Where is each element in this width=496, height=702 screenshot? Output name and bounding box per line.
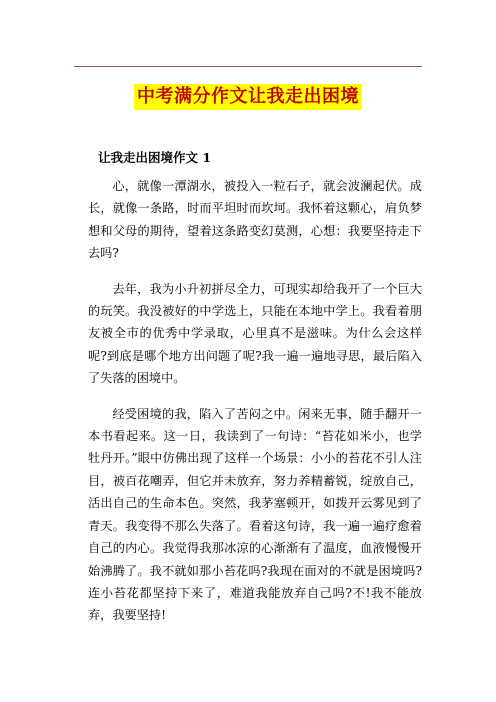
paragraph-1: 心，就像一潭湖水，被投入一粒石子，就会波澜起伏。成长，就像一条路，时而平坦时而坎坷。我怀着这颗心，肩负梦想和父母的期待，望着这条路变幻莫测，心想：我要坚持走下去吗? bbox=[88, 179, 422, 261]
title-container bbox=[0, 84, 496, 110]
article-body bbox=[88, 175, 422, 640]
document-title: 中考满分作文让我走出困境 bbox=[134, 84, 362, 110]
section-subtitle: 让我走出困境作文 1 bbox=[98, 150, 212, 165]
paragraph-2: 去年，我为小升初拼尽全力，可现实却给我开了一个巨大的玩笑。我没被好的中学选上，只能在本地中学上。我看着朋友被全市的优秀中学录取，心里真不是滋味。为什么会这样呢?到底是哪个地方出问题了呢?我一遍一遍地寻思，最后陷入了失落的困境中。 bbox=[88, 281, 422, 386]
header-rule bbox=[74, 66, 422, 67]
paragraph-3: 经受困境的我，陷入了苦闷之中。闲来无事，随手翻开一本书看起来。这一日，我读到了一句诗：“苔花如米小，也学牡丹开。”眼中仿佛出现了这样一个场景：小小的苔花不引人注目，被百花嘲弄，但它并未放弃，努力养精蓄锐，绽放自己，活出自己的生命本色。突然，我茅塞顿开，如拨开云雾见到了青天。我变得不那么失落了。看着这句诗，我一遍一遍疗愈着自己的内心。我觉得我那冰凉的心渐渐有了温度，血液慢慢开始沸腾了。我不就如那小苔花吗?我现在面对的不就是困境吗?连小苔花都坚持下来了，难道我能放弃自己吗?不!我不能放弃，我要坚持! bbox=[88, 406, 422, 623]
